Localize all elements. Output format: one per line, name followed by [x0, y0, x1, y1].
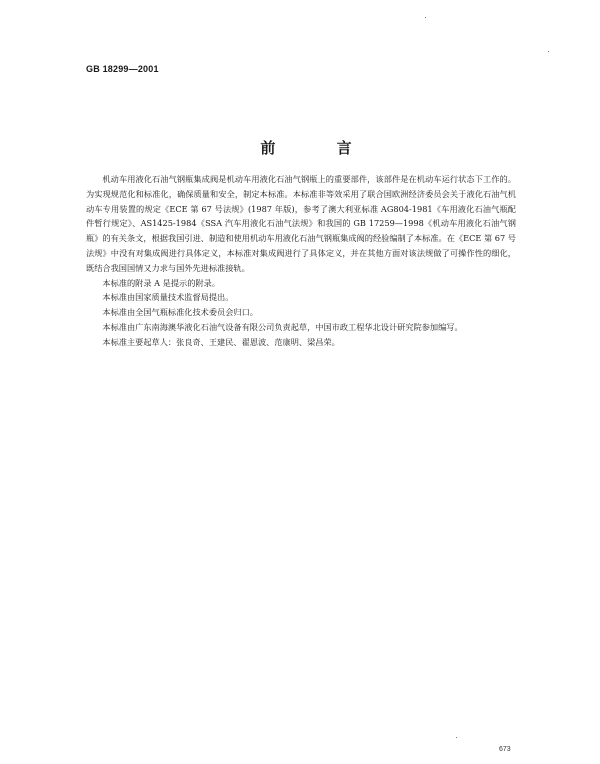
paragraph-proposer: 本标准由国家质量技术监督局提出。	[102, 292, 234, 303]
scan-speck	[425, 17, 426, 18]
page-title: 前 言	[260, 139, 380, 157]
standard-code: GB 18299—2001	[86, 64, 159, 74]
scan-speck	[456, 737, 457, 738]
paragraph-administrator: 本标准由全国气瓶标准化技术委员会归口。	[102, 307, 258, 318]
page-number: 673	[499, 746, 511, 753]
paragraph-drafters: 本标准主要起草人：张良奇、王建民、翟恩波、范康明、梁昌荣。	[102, 336, 340, 347]
paragraph-drafting-units: 本标准由广东南海澳华液化石油气设备有限公司负责起草，中国市政工程华北设计研究院参加编写。	[102, 321, 463, 332]
paragraph-intro: 机动车用液化石油气钢瓶集成阀是机动车用液化石油气钢瓶上的重要部件，该部件是在机动车运行状态下工作的。为实现规范化和标准化，确保质量和安全，制定本标准。本标准非等效采用了联合国欧洲经济委员会关于液化石油气机动车专用装置的规定《ECE 第 67 号法规》(1987 年版)，参考了澳大利亚标准 AG804-1981《车用液化石油气瓶配件暂行规定》、AS1425-1984《SSA 汽车用液化石油气法规》和我国的 GB 17259—1998《机动车用液化石油气钢瓶》的有关条文，根据我国引进、制造和使用机动车用液化石油气钢瓶集成阀的经验编制了本标准。在《ECE 第 67 号法规》中没有对集成阀进行具体定义，本标准对集成阀进行了具体定义，并在其他方面对该法规做了可操作性的细化，既结合我国国情又力求与国外先进标准接轨。	[86, 174, 516, 273]
foreword-body	[86, 172, 516, 350]
scan-speck	[548, 51, 549, 52]
paragraph-appendix: 本标准的附录 A 是提示的附录。	[102, 277, 220, 288]
